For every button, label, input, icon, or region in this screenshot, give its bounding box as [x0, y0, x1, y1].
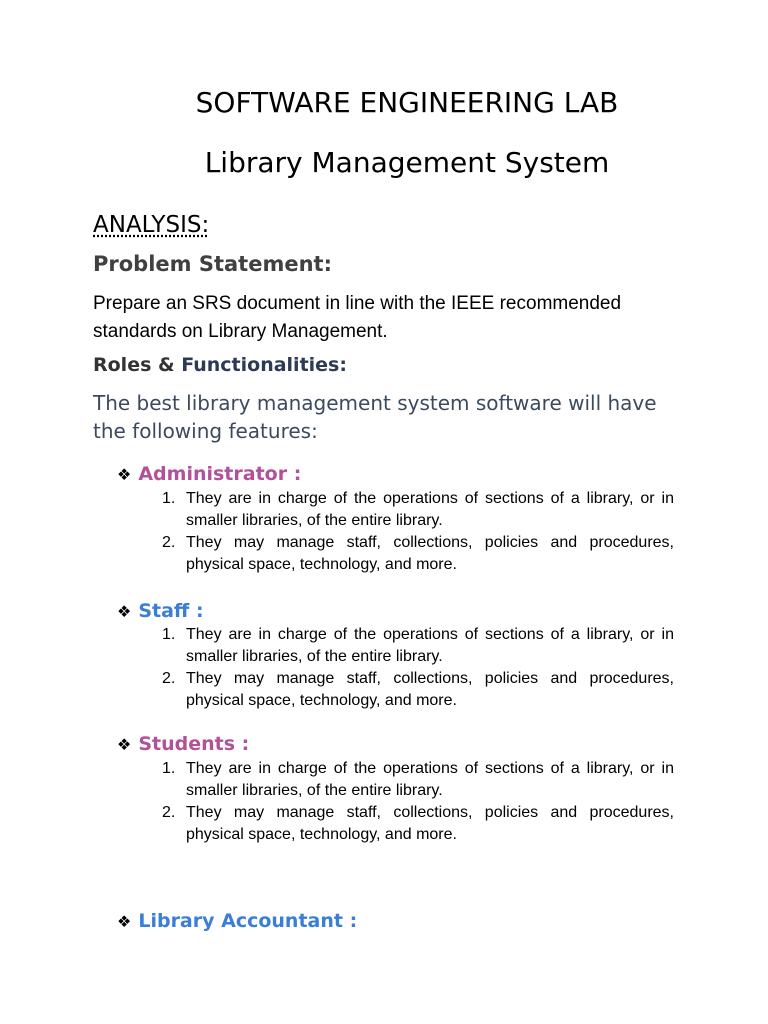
role-administrator	[117, 463, 301, 485]
role-library-accountant	[117, 910, 357, 932]
list-text: They may manage staff, collections, policies and procedures, physical space, technology, and more.	[186, 804, 674, 843]
roles-heading	[93, 354, 347, 376]
list-text: They are in charge of the operations of sections of a library, or in smaller libraries, of the entire library.	[186, 760, 674, 799]
role-students	[117, 733, 249, 755]
features-intro: The best library management system software will have the following features:	[93, 391, 657, 443]
list-item	[162, 668, 674, 712]
diamond-bullet-icon: ❖	[117, 464, 132, 484]
problem-statement-text: Prepare an SRS document in line with the IEEE recommended standards on Library Management.	[93, 293, 622, 342]
list-number: 1.	[162, 490, 176, 507]
role-name: Staff :	[138, 600, 204, 622]
diamond-bullet-icon: ❖	[117, 911, 132, 931]
list-number: 1.	[162, 626, 176, 643]
role-staff	[117, 600, 204, 622]
list-item	[162, 624, 674, 668]
diamond-bullet-icon: ❖	[117, 734, 132, 754]
list-number: 1.	[162, 760, 176, 777]
list-item	[162, 532, 674, 576]
problem-statement-heading: Problem Statement:	[93, 252, 332, 276]
staff-list	[162, 624, 674, 712]
administrator-list	[162, 488, 674, 576]
list-item	[162, 802, 674, 846]
list-number: 2.	[162, 804, 176, 821]
role-name: Students :	[138, 733, 250, 755]
list-text: They are in charge of the operations of sections of a library, or in smaller libraries, of the entire library.	[186, 490, 674, 529]
list-text: They are in charge of the operations of sections of a library, or in smaller libraries, of the entire library.	[186, 626, 674, 665]
roles-heading-part-b: Functionalities:	[181, 354, 347, 376]
page-title: SOFTWARE ENGINEERING LAB	[195, 86, 619, 119]
role-name: Library Accountant :	[138, 910, 358, 932]
students-list	[162, 758, 674, 846]
roles-heading-part-a: Roles &	[93, 354, 175, 376]
diamond-bullet-icon: ❖	[117, 601, 132, 621]
list-number: 2.	[162, 670, 176, 687]
list-text: They may manage staff, collections, policies and procedures, physical space, technology, and more.	[186, 534, 674, 573]
analysis-heading: ANALYSIS:	[93, 212, 210, 238]
list-number: 2.	[162, 534, 176, 551]
role-name: Administrator :	[138, 463, 302, 485]
list-item	[162, 758, 674, 802]
list-item	[162, 488, 674, 532]
list-text: They may manage staff, collections, policies and procedures, physical space, technology, and more.	[186, 670, 674, 709]
page-subtitle: Library Management System	[204, 146, 610, 179]
